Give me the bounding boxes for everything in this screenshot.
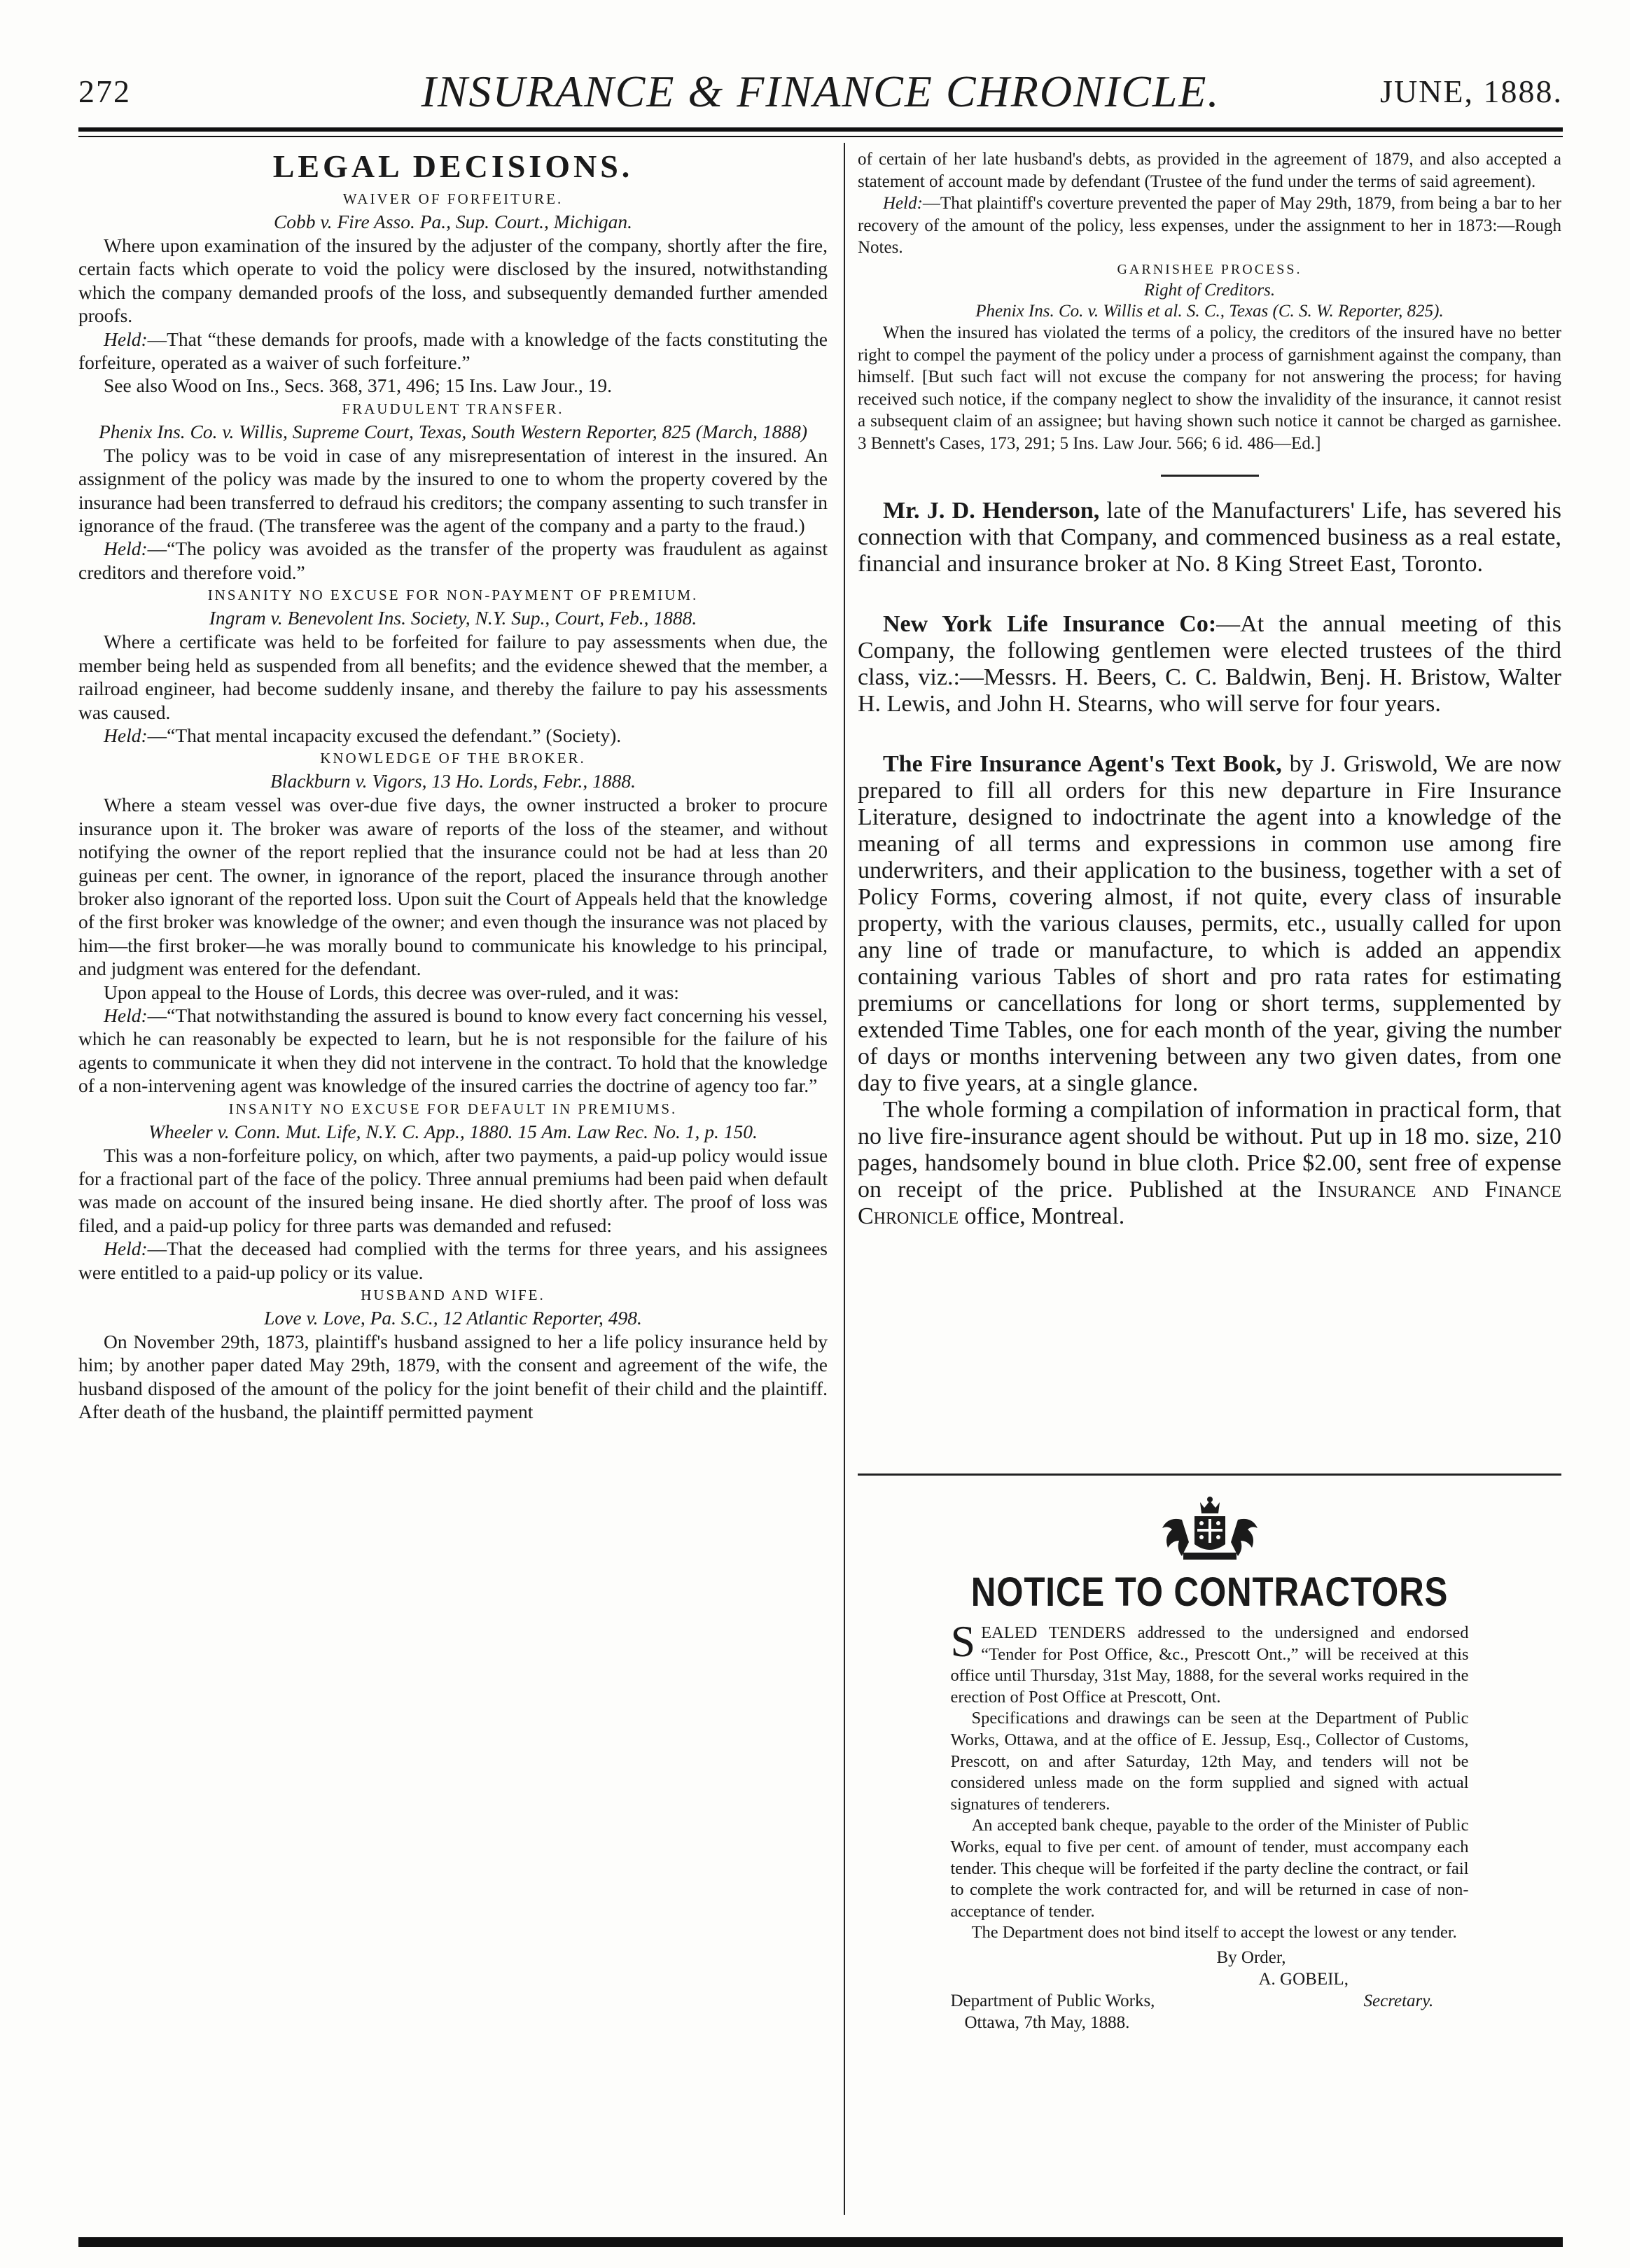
case-citation: Wheeler v. Conn. Mut. Life, N.Y. C. App., 1880. 15 Am. Law Rec. No. 1, p. 150.: [148, 1120, 758, 1142]
signatory-role: Secretary.: [1363, 1991, 1434, 2010]
held-paragraph: [78, 1004, 828, 1098]
held-text: —“The policy was avoided as the transfer of the property was fraudulent as against creditors and therefore void.”: [78, 538, 828, 583]
case-citation: Ingram v. Benevolent Ins. Society, N.Y. Sup., Court, Feb., 1888.: [209, 607, 697, 629]
page-header: [78, 64, 1563, 127]
held-text: —That the deceased had complied with the terms for three years, and his assignees were entitled to a paid-up policy or its value.: [78, 1238, 828, 1283]
column-divider: [844, 143, 845, 2215]
held-label: Held:: [104, 1004, 148, 1026]
footer-rule: [78, 2237, 1563, 2247]
notice-body: [950, 1616, 1469, 2033]
held-label: Held:: [104, 1238, 148, 1260]
section-heading: LEGAL DECISIONS.: [272, 148, 634, 184]
notice-paragraph: The Department does not bind itself to accept the lowest or any tender.: [971, 1923, 1457, 1942]
case-body: The policy was to be void in case of any misrepresentation of interest in the insured. An assignment of the policy was made by the insured to one to whom the property covered by the insurance had been transferred to defraud his creditors; the company assenting to such transfer in ignorance of the fraud. (The transferee was the agent of the company and a party to the fraud.): [78, 444, 828, 537]
signature-block: [951, 1990, 1469, 2012]
case-body: Upon appeal to the House of Lords, this decree was over-ruled, and it was:: [104, 981, 679, 1003]
place-date: Ottawa, 7th May, 1888.: [964, 2012, 1130, 2032]
notice-text: EALED TENDERS addressed to the undersigned and endorsed “Tender for Post Office, &c., Prescott Ont.,” will be received at this office until Thursday, 31st May, 1888, for the several works required in the erection of Post Office at Prescott, Ont.: [950, 1623, 1469, 1707]
header-rule: [78, 127, 1563, 132]
held-label: Held:: [883, 194, 923, 214]
case-citation: Phenix Ins. Co. v. Willis et al. S. C., Texas (C. S. W. Reporter, 825).: [975, 301, 1444, 321]
subheading: INSANITY NO EXCUSE FOR DEFAULT IN PREMIUMS.: [228, 1100, 678, 1117]
held-text: —“That mental incapacity excused the defendant.” (Society).: [147, 724, 622, 746]
news-text: The whole forming a compilation of information in practical form, that no live fire-insurance agent should be without. Put up in 18 mo. size, 210 pages, handsomely bound in blue cloth. Price $2.00, sent free of expense on receipt of the price. Published at the: [858, 1096, 1561, 1203]
subheading-italic: Right of Creditors.: [1143, 280, 1276, 300]
subheading: WAIVER OF FORFEITURE.: [342, 190, 564, 207]
notice-advertisement: [858, 1474, 1561, 2033]
held-paragraph: [78, 724, 828, 747]
held-label: Held:: [104, 724, 148, 746]
case-body: When the insured has violated the terms of a policy, the creditors of the insured have no better right to compel the payment of the policy under a process of garnishment against the company, than himself. [But such fact will not excuse the company for not answering the process; for having received such notice, if the company neglect to show the invalidity of the insurance, it cannot resist a subsequent claim of an assignee; but having shown such notice it cannot be charged as garnishee. 3 Bennett's Cases, 173, 291; 5 Ins. Law Jour. 566; 6 id. 486—Ed.]: [858, 323, 1561, 453]
see-also: See also Wood on Ins., Secs. 368, 371, 496; 15 Ins. Law Jour., 19.: [104, 374, 612, 397]
notice-title: NOTICE TO CONTRACTORS: [970, 1569, 1449, 1615]
case-citation: Cobb v. Fire Asso. Pa., Sup. Court., Michigan.: [273, 211, 633, 232]
subheading: INSANITY NO EXCUSE FOR NON-PAYMENT OF PREMIUM.: [207, 587, 699, 604]
held-text: —That “these demands for proofs, made with a knowledge of the facts constituting the forfeiture, operated as a waiver of such forfeiture.”: [78, 328, 828, 374]
subheading: HUSBAND AND WIFE.: [361, 1287, 545, 1304]
news-text: late of the Manufacturers' Life, has severed his connection with that Company, and commenced business as a real estate, financial and insurance broker at No. 8 King Street East, Toronto.: [858, 497, 1561, 577]
notice-top-rule: [858, 1474, 1561, 1476]
left-column: [78, 148, 828, 1424]
case-continuation: of certain of her late husband's debts, as provided in the agreement of 1879, and also accepted a statement of account made by defendant (Trustee of the fund under the terms of said agreement).: [858, 150, 1561, 191]
case-body: On November 29th, 1873, plaintiff's husband assigned to her a life policy insurance held by him; by another paper dated May 29th, 1879, with the consent and agreement of the wife, the husband disposed of the amount of the policy for the joint benefit of their child and the plaintiff. After death of the husband, the plaintiff permitted payment: [78, 1331, 828, 1423]
by-order: By Order,: [1216, 1947, 1286, 1967]
header-rule-thin: [78, 136, 1563, 137]
issue-date: JUNE, 1888.: [1380, 74, 1563, 109]
news-lead: Mr. J. D. Henderson,: [883, 497, 1100, 524]
right-column: [858, 148, 1561, 1230]
signatory-name: A. GOBEIL,: [1258, 1969, 1349, 1989]
case-body: Where a steam vessel was over-due five days, the owner instructed a broker to procure insurance upon it. The broker was aware of reports of the loss of the steamer, and without notifying the owner of the report replied that the insurance could not be had at less than 20 guineas per cent. The owner, in ignorance of the report, placed the insurance through another broker also ignorant of the reported loss. Upon suit the Court of Appeals held that the knowledge of the first broker was knowledge of the owner; and even though the insurance was not placed by him—the first broker—he was morally bound to communicate his knowledge to his principal, and judgment was entered for the defendant.: [78, 794, 828, 980]
news-item: [858, 751, 1561, 1097]
held-text: —“That notwithstanding the assured is bound to know every fact concerning his vessel, which he can reasonably be expected to learn, but he is not responsible for the failure of his agents to communicate it when they did not intervene in the contract. To hold that the knowledge of a non-intervening agent was knowledge of the insured carries the doctrine of agency too far.”: [78, 1004, 828, 1097]
news-lead: New York Life Insurance Co:: [883, 610, 1217, 637]
subheading: FRAUDULENT TRANSFER.: [342, 400, 564, 417]
notice-paragraph: Specifications and drawings can be seen at the Department of Public Works, Ottawa, and at the office of E. Jessup, Esq., Collector of Customs, Prescott, on and after Saturday, 12th May, and tenders will not be considered unless made on the form supplied and signed with actual signatures of tenderers.: [950, 1709, 1469, 1814]
held-paragraph: [78, 328, 828, 374]
department-name: Department of Public Works,: [950, 1991, 1155, 2010]
case-body: This was a non-forfeiture policy, on which, after two payments, a paid-up policy would issue for a fractional part of the face of the policy. Three annual premiums had been paid when default was made on account of the insured being insane. He died shortly after. The proof of loss was filed, and a paid-up policy for three parts was demanded and refused:: [78, 1144, 828, 1236]
news-text: —At the annual meeting of this Company, the following gentlemen were elected trustees of the third class, viz.:—Messrs. H. Beers, C. C. Baldwin, Benj. H. Bristow, Walter H. Lewis, and John H. Stearns, who will serve for four years.: [858, 610, 1561, 717]
news-item: [858, 498, 1561, 578]
publisher-name: Insurance and Finance Chronicle: [858, 1176, 1561, 1229]
case-citation: Blackburn v. Vigors, 13 Ho. Lords, Febr., 1888.: [270, 770, 636, 792]
notice-paragraph: An accepted bank cheque, payable to the order of the Minister of Public Works, equal to five per cent. of amount of tender, must accompany each tender. This cheque will be forfeited if the party decline the contract, or fail to complete the work contracted for, and will be returned in case of non-acceptance of tender.: [950, 1816, 1469, 1921]
held-paragraph: [78, 1237, 828, 1284]
held-label: Held:: [104, 328, 148, 350]
case-body: Where a certificate was held to be forfeited for failure to pay assessments when due, the member being held as suspended from all benefits; and the evidence shewed that the member, a railroad engineer, had become suddenly insane, and thereby the failure to pay his assessments was caused.: [78, 631, 828, 723]
news-text: by J. Griswold, We are now prepared to fill all orders for this new departure in Fire Insurance Literature, designed to indoctrinate the agent into a knowledge of the meaning of all terms and expressions in common use among fire underwriters, and their application to the business, together with a set of Policy Forms, covering almost, if not quite, every class of insurable property, with the various clauses, permits, etc., usually called for upon any line of trade or manufacture, to which is added an appendix containing various Tables of short and pro rata rates for estimating premiums or cancellations for long or short terms, supplemented by extended Time Tables, one for each month of the year, giving the number of days or months intervening between any two given dates, from one day to five years, at a single glance.: [858, 750, 1562, 1096]
news-item: [858, 611, 1561, 718]
held-text: —That plaintiff's coverture prevented the paper of May 29th, 1879, from being a bar to her recovery of the amount of the policy, less expenses, under the assignment to her in 1873:—Rough Notes.: [858, 194, 1561, 258]
drop-cap: S: [950, 1616, 976, 1666]
held-paragraph: [78, 537, 828, 584]
subheading: GARNISHEE PROCESS.: [1117, 261, 1302, 277]
news-text: office, Montreal.: [959, 1203, 1125, 1229]
news-lead: The Fire Insurance Agent's Text Book,: [883, 750, 1282, 777]
news-item: [858, 1097, 1561, 1230]
subheading: KNOWLEDGE OF THE BROKER.: [320, 750, 586, 767]
masthead-title: INSURANCE & FINANCE CHRONICLE.: [421, 66, 1220, 116]
notice-paragraph: [950, 1616, 1469, 1708]
page-number: 272: [78, 74, 131, 109]
separator-rule: [1161, 475, 1259, 477]
case-citation: Phenix Ins. Co. v. Willis, Supreme Court, Texas, South Western Reporter, 825 (March, 1888): [98, 420, 808, 442]
case-body: Where upon examination of the insured by the adjuster of the company, shortly after the fire, certain facts which operate to void the policy were disclosed by the insured, notwithstanding which the company demanded proofs of the loss, and subsequently demanded further amended proofs.: [78, 234, 828, 327]
case-citation: Love v. Love, Pa. S.C., 12 Atlantic Reporter, 498.: [264, 1307, 642, 1329]
held-paragraph: [858, 192, 1561, 259]
royal-crest-icon: [1140, 1495, 1280, 1565]
held-label: Held:: [104, 538, 148, 560]
